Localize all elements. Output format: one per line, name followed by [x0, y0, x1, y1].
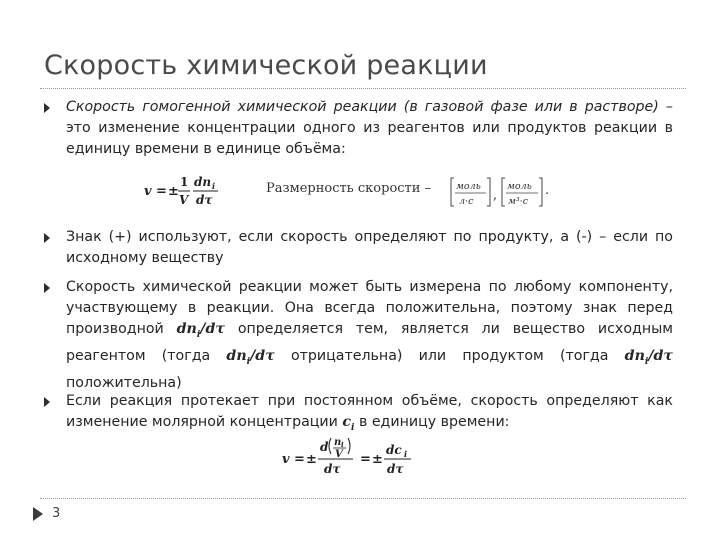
formula2-pm2: ±: [372, 452, 383, 467]
dimension-comma: ,: [493, 188, 498, 203]
bullet-2-text: Знак (+) используют, если скорость определяют по продукту, а (-) – если по исходному веществу: [66, 229, 673, 266]
formula2-eq: =: [294, 452, 305, 467]
slide-marker-icon: [33, 507, 43, 521]
slide-title: Скорость химической реакции: [44, 50, 488, 81]
formula1-eq: =: [156, 184, 167, 199]
bullet-3-part3: отрицательна) или продуктом (тогда: [274, 347, 625, 364]
rate-formula-1: [140, 170, 230, 210]
bullet-arrow-icon: [44, 397, 50, 407]
formula2-dc: dc: [386, 443, 402, 457]
formula1-one: 1: [180, 175, 189, 189]
unit1-den: л·с: [459, 196, 474, 207]
formula1-dn: dn: [194, 175, 212, 189]
concentration-symbol: $c_i$: [342, 414, 355, 433]
unit2-num: моль: [507, 181, 532, 192]
dimension-label: Размерность скорости –: [266, 181, 432, 196]
formula1-sub-i: i: [212, 181, 216, 191]
derivative-3: $dn_i/d\tau$: [624, 347, 673, 367]
formula2-dtau-2: dτ: [387, 462, 404, 476]
bullet-3-text: [66, 277, 673, 394]
rate-formula-2: [280, 434, 440, 478]
dimension-bracket-left-1: [451, 178, 454, 206]
formula2-pm: ±: [306, 452, 317, 467]
dimension-dot: .: [545, 183, 550, 198]
unit1-num: моль: [456, 181, 481, 192]
dimension-bracket-left-2: [502, 178, 505, 206]
derivative-1: $dn_i/d\tau$: [176, 321, 225, 340]
bullet-1-lead-paren: (в газовой фазе или в растворе): [396, 99, 659, 115]
formula1-dtau: dτ: [196, 193, 213, 207]
formula1-pm: ±: [168, 184, 179, 199]
bullet-arrow-icon: [44, 103, 50, 113]
bullet-arrow-icon: [44, 283, 50, 293]
bullet-3-part4: положительна): [66, 374, 182, 391]
dimension-bracket-right-1: [487, 178, 490, 206]
formula2-d: d: [320, 440, 329, 454]
formula2-sub-i: i: [341, 440, 344, 449]
bullet-3-part1: Скорость химической реакции может быть измерена по любому компоненту, участвующему в реакции. Она всегда положительна, поэтому знак перед производной: [66, 279, 673, 337]
formula1-V: V: [179, 193, 189, 207]
formula2-sub-i-2: i: [404, 449, 408, 459]
footer-divider: [40, 498, 686, 499]
rate-dimension: [262, 172, 562, 212]
slide-number: 3: [52, 506, 61, 521]
bullet-4-text: [66, 391, 673, 439]
derivative-2: $dn_i/d\tau$: [226, 347, 275, 367]
bullet-4-part2: в единицу времени:: [354, 414, 510, 430]
unit2-den: м³·с: [508, 196, 529, 207]
formula2-paren-right: [348, 438, 350, 454]
formula2-paren-left: [329, 438, 331, 454]
bullet-1-rest: – это изменение концентрации одного из реагентов или продуктов реакции в единицу времени в единице объёма:: [66, 99, 673, 157]
dimension-bracket-right-2: [539, 178, 542, 206]
bullet-3-part2: определяется тем, является ли вещество исходным реагентом (тогда: [66, 321, 673, 364]
bullet-4-part1: Если реакция протекает при постоянном объёме, скорость определяют как изменение молярной концентрации: [66, 393, 673, 430]
formula2-v: v: [282, 452, 290, 467]
bullet-arrow-icon: [44, 233, 50, 243]
formula2-V: V: [335, 449, 343, 460]
formula1-v: v: [144, 184, 152, 199]
bullet-1-lead: Скорость гомогенной химической реакции: [66, 99, 397, 115]
bullet-1-text: [66, 97, 673, 160]
title-divider: [40, 88, 686, 89]
formula2-dtau: dτ: [324, 462, 341, 476]
formula2-eq2: =: [360, 452, 371, 467]
formula2-n: n: [334, 437, 342, 448]
